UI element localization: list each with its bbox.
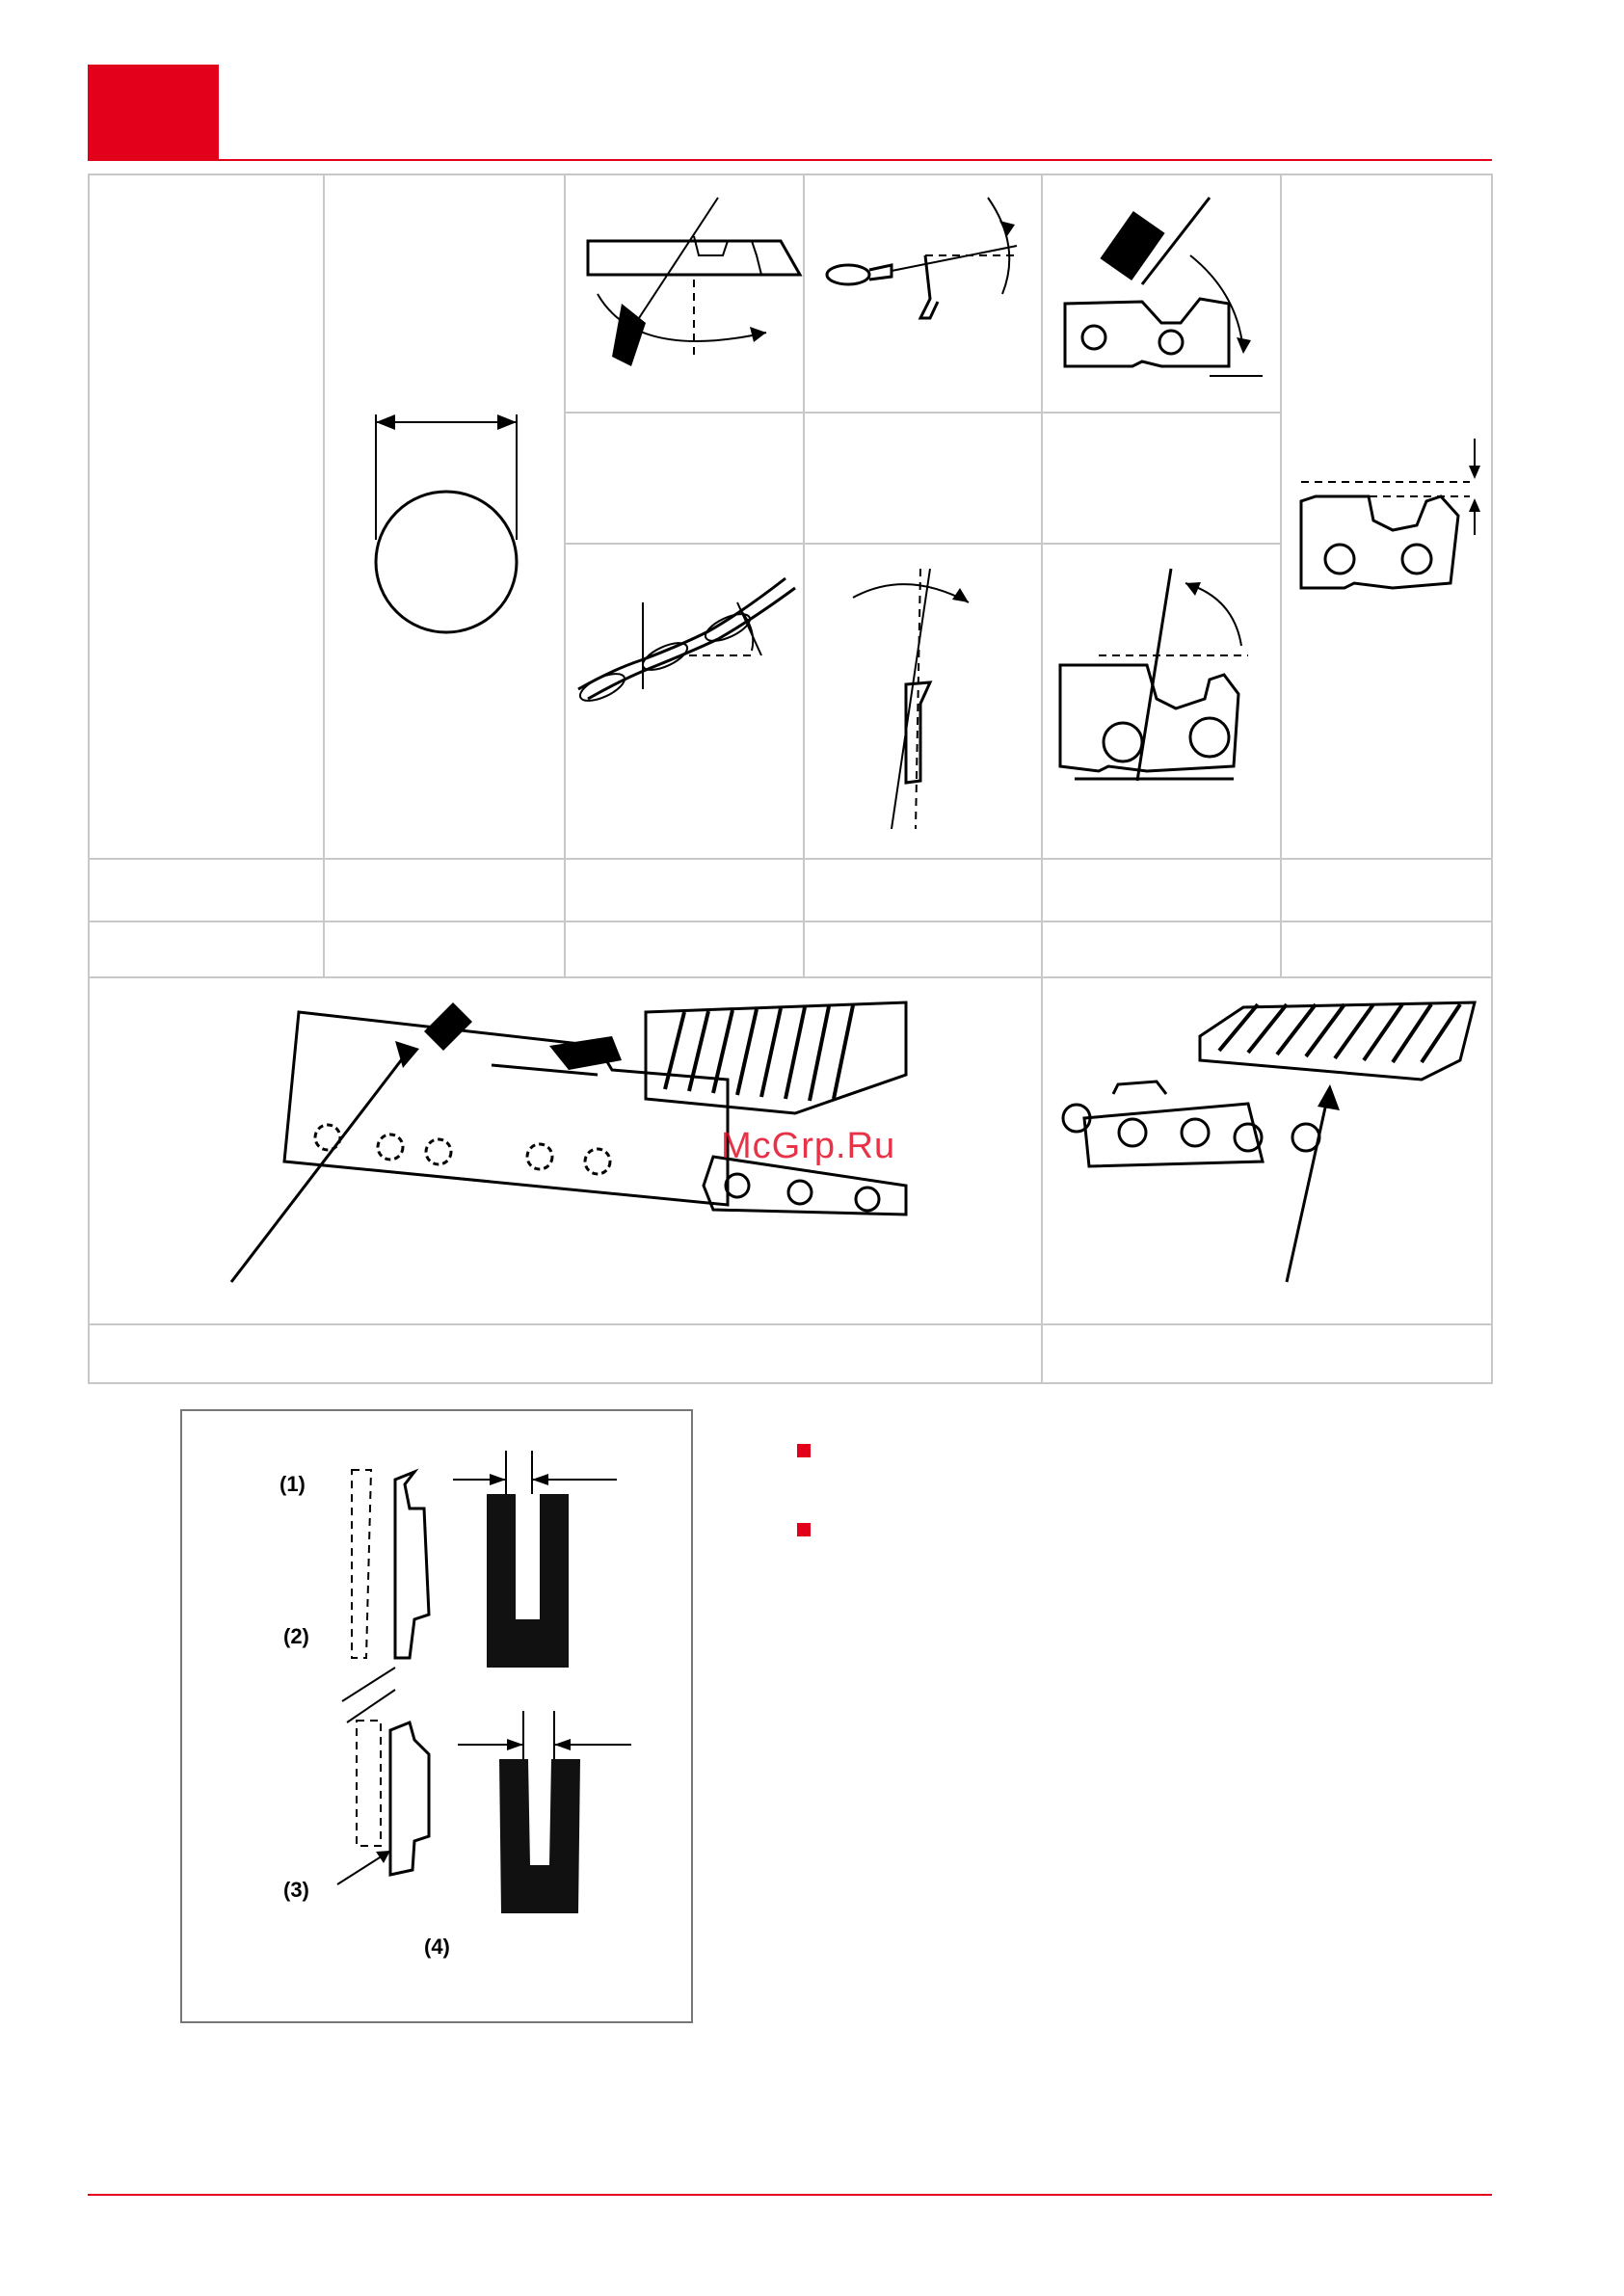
depth-gauge-figure bbox=[1296, 429, 1489, 602]
top-cutter-angle-figure bbox=[1051, 559, 1277, 790]
bullet-marker bbox=[797, 1444, 811, 1457]
side-angle-figure bbox=[839, 559, 1022, 839]
depth-gauge-check-figure bbox=[1055, 993, 1479, 1311]
header-rule bbox=[88, 159, 1492, 161]
top-plate-angle-figure bbox=[578, 188, 800, 381]
wear-figure bbox=[251, 1451, 655, 1990]
side-plate-angle-figure bbox=[1055, 188, 1277, 381]
label-1: (1) bbox=[280, 1472, 306, 1496]
file-handle-angle-figure bbox=[814, 188, 1036, 361]
file-diameter-figure bbox=[366, 405, 530, 636]
label-4: (4) bbox=[424, 1935, 450, 1959]
footer-rule bbox=[88, 2194, 1492, 2196]
label-3: (3) bbox=[283, 1878, 309, 1902]
header-red-block bbox=[88, 65, 219, 161]
chain-top-angle-figure bbox=[573, 554, 800, 718]
bullet-marker bbox=[797, 1523, 811, 1536]
watermark: McGrp.Ru bbox=[721, 1126, 896, 1166]
label-2: (2) bbox=[283, 1624, 309, 1648]
